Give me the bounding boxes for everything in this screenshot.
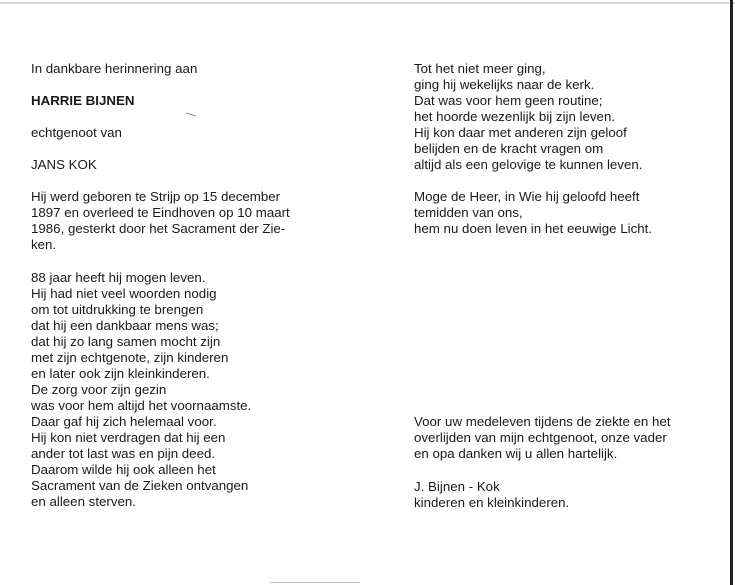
bottom-edge-mark	[270, 582, 360, 583]
signature-line: kinderen en kleinkinderen.	[414, 495, 570, 510]
poem-line: De zorg voor zijn gezin	[31, 382, 167, 397]
poem-line: ander tot last was en pijn deed.	[31, 446, 216, 461]
bio-paragraph	[31, 189, 290, 253]
verse-line: temidden van ons,	[414, 205, 523, 220]
thanks-line: overlijden van mijn echtgenoot, onze vader	[414, 430, 667, 445]
poem-line: met zijn echtgenote, zijn kinderen	[31, 350, 229, 365]
poem-line: was voor hem altijd het voornaamste.	[31, 398, 252, 413]
spouse-name: JANS KOK	[31, 157, 97, 172]
poem-line: Hij had niet veel woorden nodig	[31, 286, 217, 301]
poem-line: en alleen sterven.	[31, 494, 136, 509]
relation-text: echtgenoot van	[31, 125, 122, 140]
poem-line: 88 jaar heeft hij mogen leven.	[31, 270, 206, 285]
verse-line: ging hij wekelijks naar de kerk.	[414, 77, 595, 92]
poem-line: dat hij een dankbaar mens was;	[31, 318, 219, 333]
verse-line: Tot het niet meer ging,	[414, 61, 546, 76]
right-edge-line	[730, 0, 733, 585]
poem-line: Daarom wilde hij ook alleen het	[31, 462, 216, 477]
poem-line: om tot uitdrukking te brengen	[31, 302, 204, 317]
bio-line: Hij werd geboren te Strijp op 15 december	[31, 189, 281, 204]
signature-block	[414, 479, 569, 511]
poem-line: Hij kon niet verdragen dat hij een	[31, 430, 226, 445]
thanks-paragraph	[414, 414, 671, 462]
poem-line: en later ook zijn kleinkinderen.	[31, 366, 210, 381]
verse-paragraph-1	[414, 61, 642, 173]
scan-speck	[186, 112, 196, 116]
thanks-line: en opa danken wij u allen hartelijk.	[414, 446, 618, 461]
verse-line: het hoorde wezenlijk bij zijn leven.	[414, 109, 616, 124]
deceased-name: HARRIE BIJNEN	[31, 93, 135, 108]
bio-line: 1986, gesterkt door het Sacrament der Zie-	[31, 221, 286, 236]
bio-line: 1897 en overleed te Eindhoven op 10 maart	[31, 205, 290, 220]
thanks-line: Voor uw medeleven tijdens de ziekte en het	[414, 414, 671, 429]
bio-line: ken.	[31, 237, 57, 252]
poem-paragraph	[31, 270, 251, 510]
verse-line: belijden en de kracht vragen om	[414, 141, 604, 156]
poem-line: Daar gaf hij zich helemaal voor.	[31, 414, 217, 429]
verse-paragraph-2	[414, 189, 652, 237]
poem-line: dat hij zo lang samen mocht zijn	[31, 334, 221, 349]
top-edge-line	[0, 2, 735, 4]
verse-line: Hij kon daar met anderen zijn geloof	[414, 125, 627, 140]
verse-line: altijd als een gelovige te kunnen leven.	[414, 157, 643, 172]
poem-line: Sacrament van de Zieken ontvangen	[31, 478, 249, 493]
signature-line: J. Bijnen - Kok	[414, 479, 500, 494]
verse-line: Moge de Heer, in Wie hij geloofd heeft	[414, 189, 640, 204]
verse-line: Dat was voor hem geen routine;	[414, 93, 603, 108]
verse-line: hem nu doen leven in het eeuwige Licht.	[414, 221, 653, 236]
intro-text: In dankbare herinnering aan	[31, 61, 198, 76]
